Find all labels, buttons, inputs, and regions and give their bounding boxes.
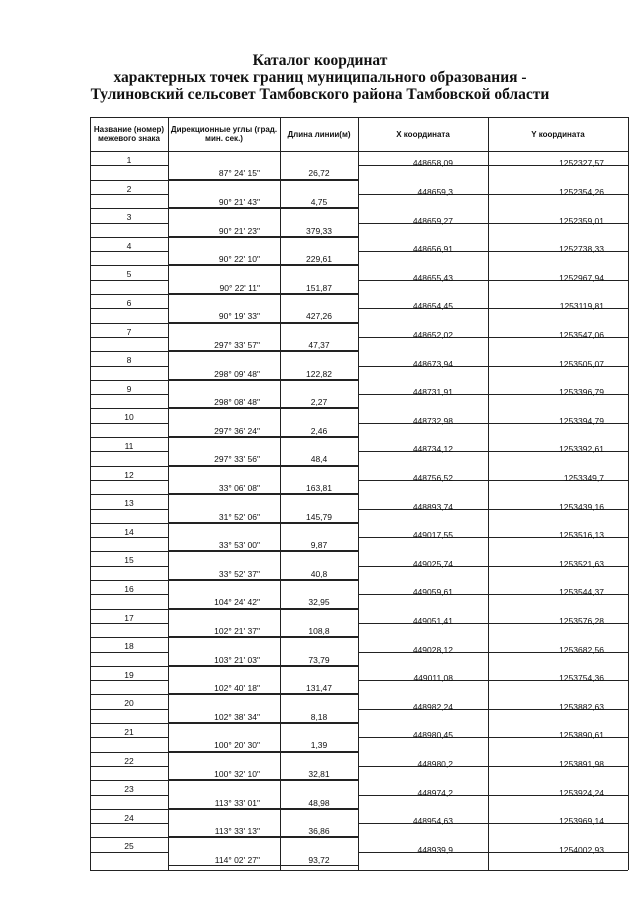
- row-divider: [168, 380, 358, 381]
- point-y-coordinate: 1253682,56: [559, 644, 604, 655]
- row-divider: [90, 351, 168, 352]
- segment-angle: 90° 21' 23": [218, 225, 260, 236]
- row-divider: [168, 323, 358, 324]
- segment-length: 131,47: [306, 683, 332, 694]
- point-y-coordinate: 1253544,37: [559, 587, 604, 598]
- row-divider: [90, 280, 168, 281]
- point-y-coordinate: 1253890,61: [559, 730, 604, 741]
- row-divider: [90, 308, 168, 309]
- segment-angle: 297° 36' 24": [214, 425, 260, 436]
- segment-length: 8,18: [310, 711, 328, 722]
- point-number: 13: [124, 498, 134, 509]
- catalog-title: Каталог координат: [252, 52, 388, 69]
- segment-length: 108,8: [308, 625, 330, 636]
- row-divider: [90, 680, 168, 681]
- segment-length: 379,33: [306, 225, 332, 236]
- row-divider: [90, 208, 168, 209]
- segment-length: 122,82: [306, 368, 332, 379]
- point-number: 15: [124, 555, 134, 566]
- row-divider: [90, 852, 168, 853]
- point-y-coordinate: 1252967,94: [559, 272, 604, 283]
- row-divider: [90, 666, 168, 667]
- row-divider: [168, 437, 358, 438]
- point-x-coordinate: 448980,2: [417, 758, 453, 769]
- segment-length: 163,81: [306, 482, 332, 493]
- point-x-coordinate: 448652,02: [412, 329, 453, 340]
- point-number: 1: [126, 155, 132, 165]
- point-y-coordinate: 1253576,28: [559, 615, 604, 626]
- point-y-coordinate: 1253924,24: [559, 787, 604, 798]
- row-divider: [90, 551, 168, 552]
- segment-angle: 104° 24' 42": [214, 597, 260, 608]
- segment-angle: 90° 22' 11": [219, 282, 260, 293]
- table-border-top: [90, 117, 628, 118]
- segment-angle: 90° 19' 33": [218, 311, 260, 322]
- point-number: 18: [124, 641, 134, 652]
- point-number: 11: [124, 441, 134, 451]
- point-x-coordinate: 448939,9: [417, 844, 453, 855]
- column-divider: [488, 117, 489, 870]
- row-divider: [168, 837, 358, 838]
- row-divider: [90, 194, 168, 195]
- header-name: Название (номер) межевого знака: [93, 125, 165, 143]
- row-divider: [168, 494, 358, 495]
- segment-length: 229,61: [306, 254, 332, 265]
- point-x-coordinate: 448655,43: [412, 272, 453, 283]
- row-divider: [90, 408, 168, 409]
- row-divider: [90, 537, 168, 538]
- row-divider: [90, 837, 168, 838]
- point-number: 9: [126, 383, 132, 394]
- point-number: 20: [124, 698, 134, 709]
- segment-length: 2,46: [310, 425, 328, 436]
- point-number: 17: [124, 612, 134, 623]
- row-divider: [90, 494, 168, 495]
- segment-angle: 102° 21' 37": [214, 625, 260, 636]
- point-number: 14: [124, 526, 134, 537]
- point-x-coordinate: 448893,74: [412, 501, 453, 512]
- point-y-coordinate: 1252354,26: [559, 186, 604, 197]
- segment-angle: 100° 32' 10": [214, 768, 260, 779]
- row-divider: [168, 466, 358, 467]
- point-x-coordinate: 449028,12: [412, 644, 453, 655]
- segment-angle: 90° 22' 10": [218, 254, 260, 265]
- row-divider: [90, 594, 168, 595]
- row-divider: [168, 723, 358, 724]
- row-divider: [168, 523, 358, 524]
- segment-angle: 298° 08' 48": [214, 397, 260, 408]
- segment-angle: 298° 09' 48": [214, 368, 260, 379]
- table-border-bottom: [90, 870, 628, 871]
- row-divider: [90, 566, 168, 567]
- point-x-coordinate: 448673,94: [412, 358, 453, 369]
- point-x-coordinate: 449025,74: [412, 558, 453, 569]
- segment-angle: 103° 21' 03": [214, 654, 260, 665]
- point-number: 10: [124, 412, 134, 423]
- point-x-coordinate: 449059,61: [412, 587, 453, 598]
- row-divider: [168, 551, 358, 552]
- row-divider: [90, 480, 168, 481]
- header-x: X координата: [396, 129, 450, 139]
- row-divider: [168, 809, 358, 810]
- row-divider: [168, 208, 358, 209]
- row-divider: [90, 723, 168, 724]
- point-number: 21: [124, 727, 134, 737]
- point-number: 25: [124, 841, 134, 852]
- header-angle: Дирекционные углы (град. мин. сек.): [170, 125, 278, 143]
- point-x-coordinate: 448982,24: [412, 701, 453, 712]
- row-divider: [90, 423, 168, 424]
- point-y-coordinate: 1253505,07: [559, 358, 604, 369]
- row-divider: [90, 265, 168, 266]
- column-divider: [358, 117, 359, 870]
- point-number: 22: [124, 755, 134, 766]
- row-divider: [90, 437, 168, 438]
- column-divider: [628, 117, 629, 870]
- point-number: 5: [126, 269, 132, 280]
- row-divider: [168, 351, 358, 352]
- point-y-coordinate: 1252738,33: [559, 244, 604, 255]
- row-divider: [90, 694, 168, 695]
- segment-length: 36,86: [308, 826, 330, 837]
- point-x-coordinate: 449051,41: [412, 615, 453, 626]
- point-number: 7: [126, 326, 132, 337]
- row-divider: [90, 752, 168, 753]
- row-divider: [168, 180, 358, 181]
- segment-length: 73,79: [308, 654, 330, 665]
- segment-angle: 33° 06' 08": [218, 482, 260, 493]
- segment-length: 32,81: [308, 768, 330, 779]
- point-y-coordinate: 1253754,36: [559, 673, 604, 684]
- point-number: 3: [126, 212, 132, 223]
- segment-length: 48,4: [310, 454, 328, 465]
- point-x-coordinate: 448659,27: [412, 215, 453, 226]
- point-number: 12: [124, 469, 134, 480]
- row-divider: [90, 380, 168, 381]
- row-divider: [90, 580, 168, 581]
- segment-angle: 113° 33' 01": [214, 797, 260, 808]
- catalog-territory: Тулиновский сельсовет Тамбовского района Тамбовской области: [90, 86, 550, 103]
- row-divider: [90, 652, 168, 653]
- row-divider: [90, 780, 168, 781]
- point-y-coordinate: 1253891,98: [559, 758, 604, 769]
- segment-length: 427,26: [306, 311, 332, 322]
- row-divider: [90, 394, 168, 395]
- row-divider: [90, 180, 168, 181]
- row-divider: [90, 509, 168, 510]
- row-divider: [90, 337, 168, 338]
- point-x-coordinate: 448980,45: [412, 730, 453, 741]
- point-y-coordinate: 1253969,14: [559, 816, 604, 827]
- segment-length: 145,79: [306, 511, 332, 522]
- point-x-coordinate: 449017,55: [412, 530, 453, 541]
- point-y-coordinate: 1254002,93: [559, 844, 604, 855]
- point-y-coordinate: 1253349,7: [563, 472, 604, 483]
- segment-angle: 102° 38' 34": [214, 711, 260, 722]
- point-x-coordinate: 449011,08: [413, 673, 453, 684]
- segment-length: 2,27: [310, 397, 328, 408]
- row-divider: [168, 580, 358, 581]
- point-y-coordinate: 1253392,61: [559, 444, 604, 455]
- point-x-coordinate: 448756,52: [412, 472, 453, 483]
- row-divider: [168, 752, 358, 753]
- segment-length: 40,8: [310, 568, 328, 579]
- row-divider: [168, 694, 358, 695]
- segment-angle: 113° 33' 13": [214, 826, 260, 837]
- segment-length: 1,39: [310, 740, 328, 751]
- point-number: 2: [126, 183, 132, 194]
- row-divider: [90, 451, 168, 452]
- segment-length: 9,87: [310, 540, 328, 551]
- segment-length: 93,72: [308, 854, 330, 865]
- point-x-coordinate: 448974,2: [417, 787, 453, 798]
- row-divider: [90, 366, 168, 367]
- row-divider: [168, 294, 358, 295]
- segment-angle: 90° 21' 43": [218, 196, 260, 207]
- point-y-coordinate: 1253119,81: [559, 301, 604, 312]
- segment-length: 48,98: [308, 797, 330, 808]
- segment-angle: 31° 52' 06": [218, 511, 260, 522]
- point-x-coordinate: 448658,09: [412, 158, 453, 169]
- row-divider: [168, 408, 358, 409]
- header-length: Длина линии(м): [287, 129, 351, 139]
- row-divider: [168, 865, 358, 866]
- point-x-coordinate: 448659,3: [417, 186, 453, 197]
- row-divider: [168, 666, 358, 667]
- segment-angle: 100° 20' 30": [214, 740, 260, 751]
- segment-length: 26,72: [308, 168, 330, 179]
- row-divider: [90, 809, 168, 810]
- segment-length: 47,37: [308, 339, 330, 350]
- header-y: Y координата: [531, 129, 585, 139]
- point-number: 16: [124, 584, 134, 594]
- row-divider: [90, 523, 168, 524]
- point-x-coordinate: 448954,63: [412, 816, 453, 827]
- row-divider: [90, 623, 168, 624]
- point-number: 4: [126, 240, 132, 251]
- segment-length: 4,75: [310, 196, 328, 207]
- point-y-coordinate: 1253394,79: [559, 415, 604, 426]
- point-x-coordinate: 448732,98: [412, 415, 453, 426]
- segment-angle: 33° 52' 37": [218, 568, 260, 579]
- point-number: 6: [126, 298, 132, 308]
- point-number: 8: [126, 355, 132, 366]
- segment-angle: 33° 53' 00": [218, 540, 260, 551]
- point-y-coordinate: 1252359,01: [559, 215, 604, 226]
- point-number: 23: [124, 784, 134, 795]
- row-divider: [90, 637, 168, 638]
- point-y-coordinate: 1253547,06: [559, 329, 604, 340]
- row-divider: [168, 609, 358, 610]
- row-divider: [90, 823, 168, 824]
- point-x-coordinate: 448654,45: [412, 301, 453, 312]
- catalog-subtitle: характерных точек границ муниципального образования -: [113, 69, 527, 86]
- row-divider: [168, 780, 358, 781]
- segment-angle: 297° 33' 56": [214, 454, 260, 465]
- segment-angle: 297° 33' 57": [214, 339, 260, 350]
- row-divider: [90, 466, 168, 467]
- point-y-coordinate: 1253516,13: [559, 530, 604, 541]
- point-y-coordinate: 1253396,79: [559, 387, 604, 398]
- row-divider: [168, 151, 358, 152]
- point-x-coordinate: 448734,12: [412, 444, 453, 455]
- row-divider: [90, 223, 168, 224]
- row-divider: [90, 323, 168, 324]
- row-divider: [168, 265, 358, 266]
- row-divider: [90, 795, 168, 796]
- point-x-coordinate: 448731,91: [412, 387, 453, 398]
- row-divider: [90, 737, 168, 738]
- row-divider: [90, 251, 168, 252]
- row-divider: [168, 637, 358, 638]
- point-number: 24: [124, 812, 134, 823]
- point-y-coordinate: 1253439,16: [559, 501, 604, 512]
- row-divider: [168, 237, 358, 238]
- point-y-coordinate: 1253521,63: [559, 558, 604, 569]
- segment-length: 151,87: [306, 282, 332, 293]
- segment-angle: 87° 24' 15": [218, 168, 260, 179]
- row-divider: [90, 294, 168, 295]
- row-divider: [90, 237, 168, 238]
- row-divider: [90, 165, 168, 166]
- row-divider: [90, 766, 168, 767]
- point-number: 19: [124, 669, 134, 680]
- segment-angle: 114° 02' 27": [214, 854, 260, 865]
- row-divider: [90, 609, 168, 610]
- segment-angle: 102° 40' 18": [214, 683, 260, 694]
- point-x-coordinate: 448656,91: [412, 244, 453, 255]
- segment-length: 32,95: [308, 597, 330, 608]
- point-y-coordinate: 1252327,57: [559, 158, 604, 169]
- row-divider: [90, 709, 168, 710]
- point-y-coordinate: 1253882,63: [559, 701, 604, 712]
